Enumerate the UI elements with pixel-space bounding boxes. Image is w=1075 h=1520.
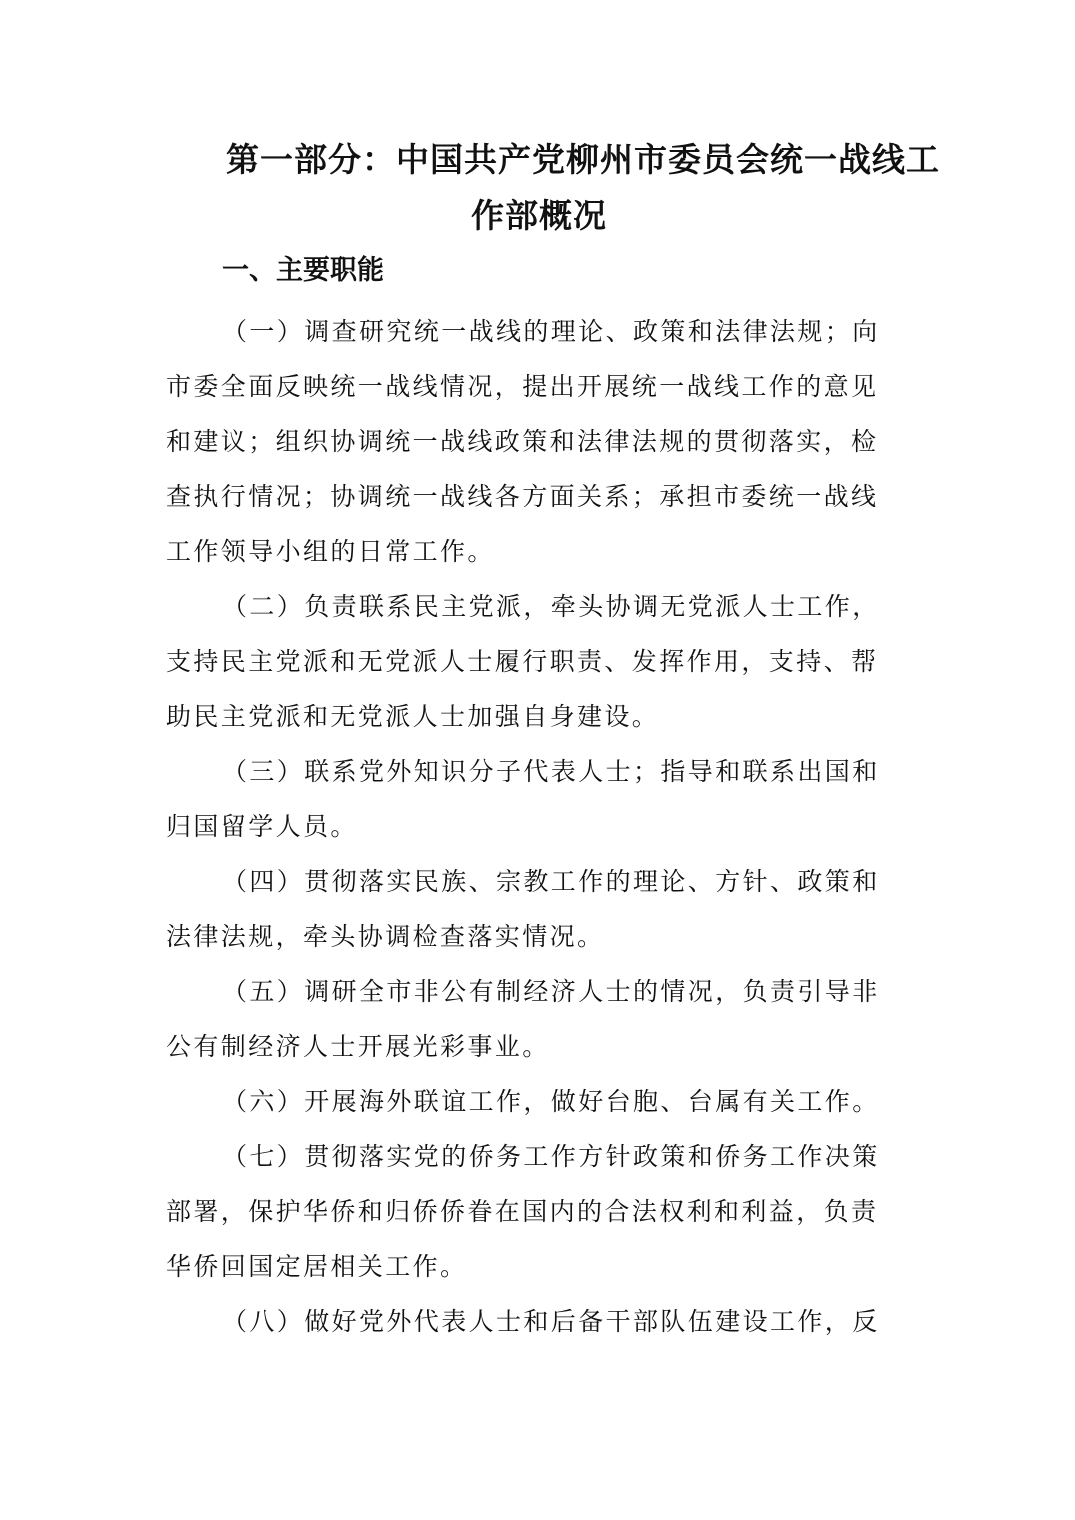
paragraph-line: （六）开展海外联谊工作，做好台胞、台属有关工作。	[222, 1087, 880, 1116]
paragraph	[166, 854, 912, 964]
paragraph-line: 支持民主党派和无党派人士履行职责、发挥作用，支持、帮	[166, 647, 879, 676]
paragraph	[166, 1294, 912, 1349]
paragraph	[166, 744, 912, 854]
document-title	[166, 132, 940, 244]
paragraph-line: （八）做好党外代表人士和后备干部队伍建设工作，反	[222, 1307, 880, 1336]
paragraph	[166, 304, 912, 579]
paragraph-line: （七）贯彻落实党的侨务工作方针政策和侨务工作决策	[222, 1142, 880, 1171]
paragraph-line: 和建议；组织协调统一战线政策和法律法规的贯彻落实，检	[166, 427, 879, 456]
paragraph-line: 法律法规，牵头协调检查落实情况。	[166, 922, 605, 951]
paragraph-line: （五）调研全市非公有制经济人士的情况，负责引导非	[222, 977, 880, 1006]
paragraph	[166, 1074, 912, 1129]
paragraph-line: （二）负责联系民主党派，牵头协调无党派人士工作，	[222, 592, 880, 621]
title-line-1: 第一部分：中国共产党柳州市委员会统一战线工	[226, 140, 940, 179]
paragraph-line: 归国留学人员。	[166, 812, 358, 841]
paragraph-line: 助民主党派和无党派人士加强自身建设。	[166, 702, 660, 731]
paragraph-line: 工作领导小组的日常工作。	[166, 537, 495, 566]
section-heading: 一、主要职能	[222, 255, 384, 286]
paragraph-line: （三）联系党外知识分子代表人士；指导和联系出国和	[222, 757, 880, 786]
paragraph-line: 华侨回国定居相关工作。	[166, 1252, 468, 1281]
paragraph	[166, 964, 912, 1074]
paragraph-line: （四）贯彻落实民族、宗教工作的理论、方针、政策和	[222, 867, 880, 896]
paragraph-line: （一）调查研究统一战线的理论、政策和法律法规；向	[222, 317, 880, 346]
paragraph	[166, 1129, 912, 1294]
title-line-2: 作部概况	[471, 196, 607, 235]
paragraph-line: 部署，保护华侨和归侨侨眷在国内的合法权利和利益，负责	[166, 1197, 879, 1226]
paragraph-line: 市委全面反映统一战线情况，提出开展统一战线工作的意见	[166, 372, 879, 401]
body-text	[166, 304, 912, 1349]
paragraph-line: 查执行情况；协调统一战线各方面关系；承担市委统一战线	[166, 482, 879, 511]
paragraph	[166, 579, 912, 744]
paragraph-line: 公有制经济人士开展光彩事业。	[166, 1032, 550, 1061]
